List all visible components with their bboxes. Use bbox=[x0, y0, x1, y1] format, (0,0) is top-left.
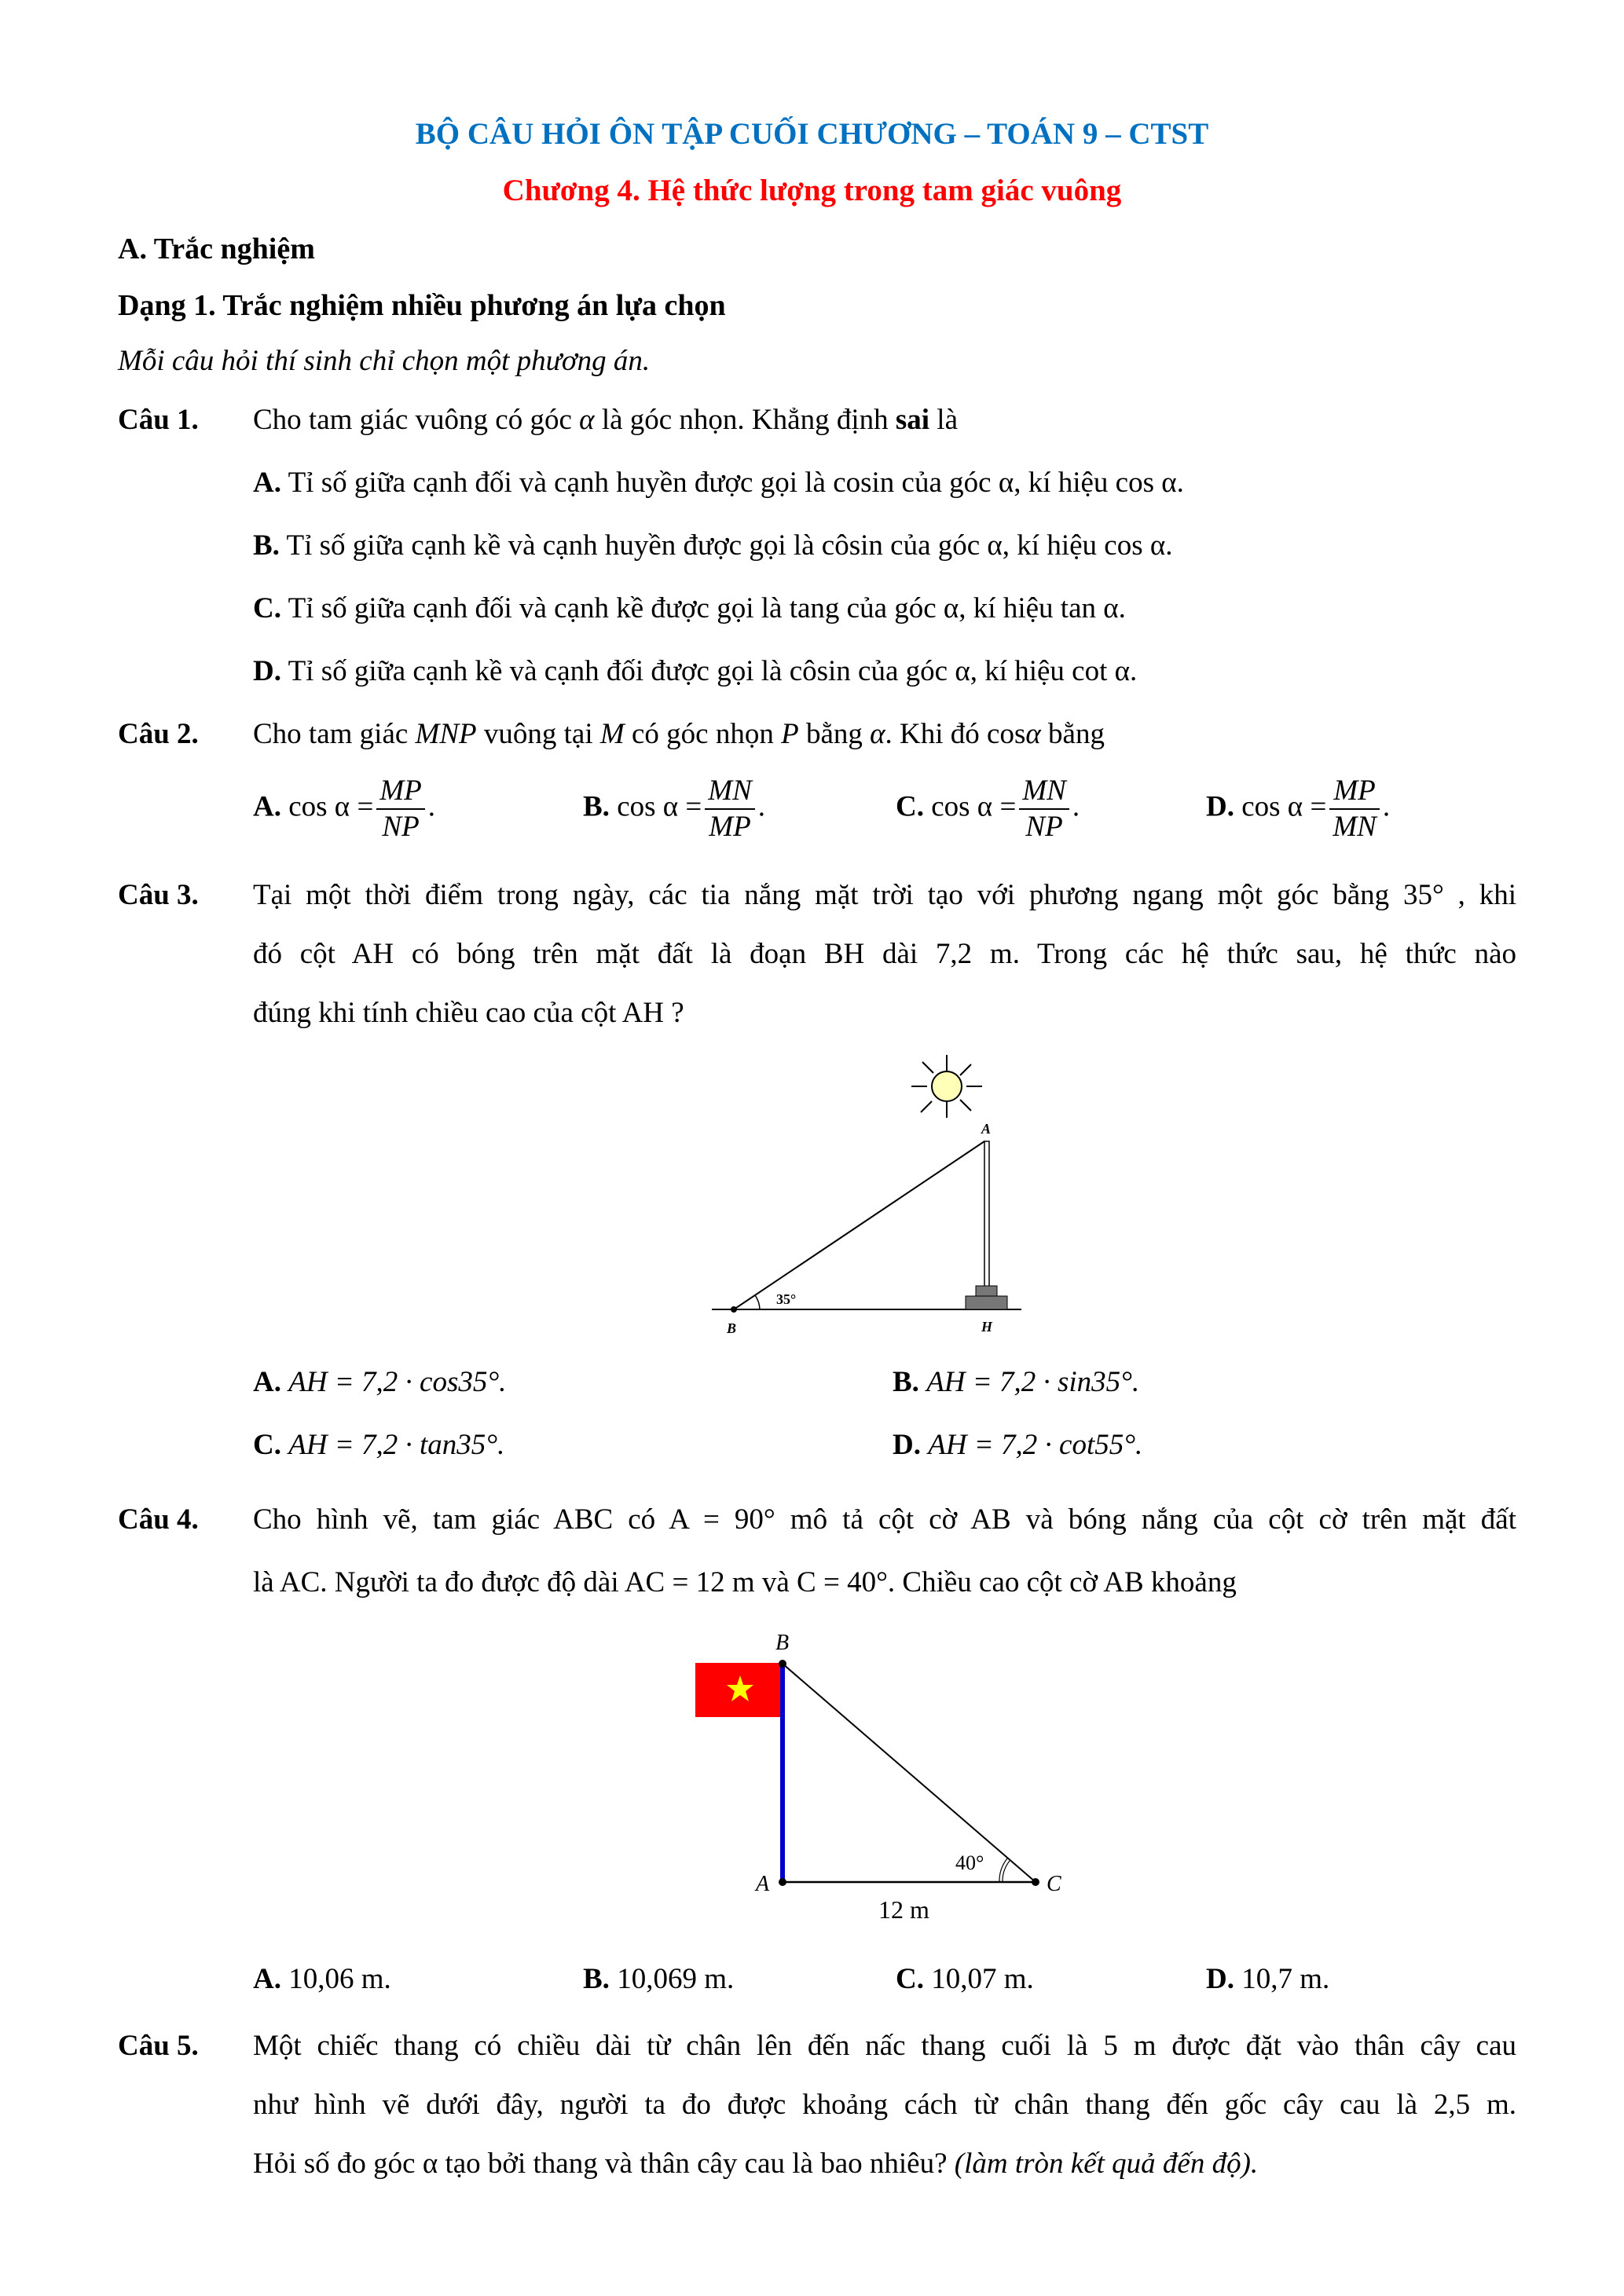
svg-text:35°: 35° bbox=[776, 1291, 797, 1307]
question-2-text: Cho tam giác MNP vuông tại M có góc nhọn P bằng α. Khi đó cosα bằng bbox=[253, 718, 1105, 750]
svg-text:H: H bbox=[981, 1319, 993, 1335]
question-4-option-c[interactable]: C. 10,07 m. bbox=[896, 1963, 1034, 1995]
fraction: $\frac{MP}{NP}$ bbox=[376, 774, 424, 844]
question-5-line-2: như hình vẽ dưới đây, người ta đo được khoảng cách từ chân thang đến gốc cây cau là 2,5 m. bbox=[253, 2089, 1516, 2121]
question-5-line-3: Hỏi số đo góc α tạo bởi thang và thân cây cau là bao nhiêu? (làm tròn kết quả đến độ). bbox=[253, 2148, 1259, 2180]
question-1-option-b[interactable]: B. Tỉ số giữa cạnh kề và cạnh huyền được gọi là côsin của góc α, kí hiệu cos α. bbox=[253, 529, 1173, 562]
question-3-line-2: đó cột AH có bóng trên mặt đất là đoạn BH dài 7,2 m. Trong các hệ thức sau, hệ thức nào bbox=[253, 938, 1516, 970]
section-heading: A. Trắc nghiệm bbox=[118, 233, 315, 265]
question-2-label: Câu 2. bbox=[118, 718, 199, 750]
question-4-line-2: là AC. Người ta đo được độ dài AC = 12 m và C = 40°. Chiều cao cột cờ AB khoảng bbox=[253, 1566, 1237, 1598]
question-4-option-b[interactable]: B. 10,069 m. bbox=[583, 1963, 735, 1995]
question-2-option-a[interactable]: A. cos α = $\frac{MP}{NP}$ . bbox=[253, 774, 435, 843]
svg-text:12 m: 12 m bbox=[878, 1895, 929, 1924]
fraction: $\frac{MN}{MP}$ bbox=[705, 774, 755, 844]
svg-text:B: B bbox=[775, 1631, 790, 1655]
question-1-option-d[interactable]: D. Tỉ số giữa cạnh kề và cạnh đối được gọi là côsin của góc α, kí hiệu cot α. bbox=[253, 655, 1138, 687]
question-4-label: Câu 4. bbox=[118, 1503, 199, 1536]
fraction: $\frac{MP}{MN}$ bbox=[1329, 774, 1380, 844]
fraction: $\frac{MN}{NP}$ bbox=[1019, 774, 1069, 844]
question-3-option-a[interactable]: A. AH = 7,2 · cos35°. bbox=[253, 1366, 507, 1398]
svg-text:40°: 40° bbox=[955, 1851, 984, 1874]
question-3-option-d[interactable]: D. AH = 7,2 · cot55°. bbox=[893, 1429, 1143, 1461]
question-2-option-c[interactable]: C. cos α = $\frac{MN}{NP}$ . bbox=[896, 774, 1080, 843]
question-3-option-b[interactable]: B. AH = 7,2 · sin35°. bbox=[893, 1366, 1140, 1398]
question-1-label: Câu 1. bbox=[118, 404, 199, 436]
sun-pole-shadow-diagram bbox=[691, 1045, 1021, 1335]
question-3-line-3: đúng khi tính chiều cao của cột AH ? bbox=[253, 997, 684, 1029]
question-3-option-c[interactable]: C. AH = 7,2 · tan35°. bbox=[253, 1429, 505, 1461]
question-3-label: Câu 3. bbox=[118, 879, 199, 911]
instruction-text: Mỗi câu hỏi thí sinh chỉ chọn một phương án. bbox=[118, 345, 651, 377]
question-1-option-c[interactable]: C. Tỉ số giữa cạnh đối và cạnh kề được gọi là tang của góc α, kí hiệu tan α. bbox=[253, 592, 1126, 624]
question-3-line-1: Tại một thời điểm trong ngày, các tia nắng mặt trời tạo với phương ngang một góc bằng 35° , khi bbox=[253, 879, 1516, 911]
sun-icon bbox=[911, 1055, 982, 1118]
question-type-heading: Dạng 1. Trắc nghiệm nhiều phương án lựa chọn bbox=[118, 289, 726, 322]
question-1-option-a[interactable]: A. Tỉ số giữa cạnh đối và cạnh huyền được gọi là cosin của góc α, kí hiệu cos α. bbox=[253, 467, 1184, 499]
document-title: BỘ CÂU HỎI ÔN TẬP CUỐI CHƯƠNG – TOÁN 9 – CTST bbox=[415, 117, 1209, 151]
svg-text:B: B bbox=[727, 1320, 737, 1335]
question-4-option-a[interactable]: A. 10,06 m. bbox=[253, 1963, 391, 1995]
svg-text:A: A bbox=[981, 1121, 992, 1137]
question-4-line-1: Cho hình vẽ, tam giác ABC có A = 90° mô tả cột cờ AB và bóng nắng của cột cờ trên mặt đất bbox=[253, 1503, 1516, 1536]
question-2-option-b[interactable]: B. cos α = $\frac{MN}{MP}$ . bbox=[583, 774, 766, 843]
rounding-note: (làm tròn kết quả đến độ). bbox=[954, 2148, 1259, 2180]
svg-text:C: C bbox=[1047, 1872, 1061, 1896]
question-4-option-d[interactable]: D. 10,7 m. bbox=[1206, 1963, 1330, 1995]
svg-text:A: A bbox=[756, 1872, 770, 1896]
flagpole-triangle-diagram bbox=[684, 1626, 1092, 1940]
question-1-text: Cho tam giác vuông có góc α là góc nhọn. Khẳng định sai là bbox=[253, 404, 958, 436]
question-2-option-d[interactable]: D. cos α = $\frac{MP}{MN}$ . bbox=[1206, 774, 1391, 843]
question-5-label: Câu 5. bbox=[118, 2030, 199, 2062]
question-5-line-1: Một chiếc thang có chiều dài từ chân lên đến nấc thang cuối là 5 m được đặt vào thân cây cau bbox=[253, 2030, 1516, 2062]
chapter-subtitle: Chương 4. Hệ thức lượng trong tam giác vuông bbox=[502, 174, 1122, 207]
